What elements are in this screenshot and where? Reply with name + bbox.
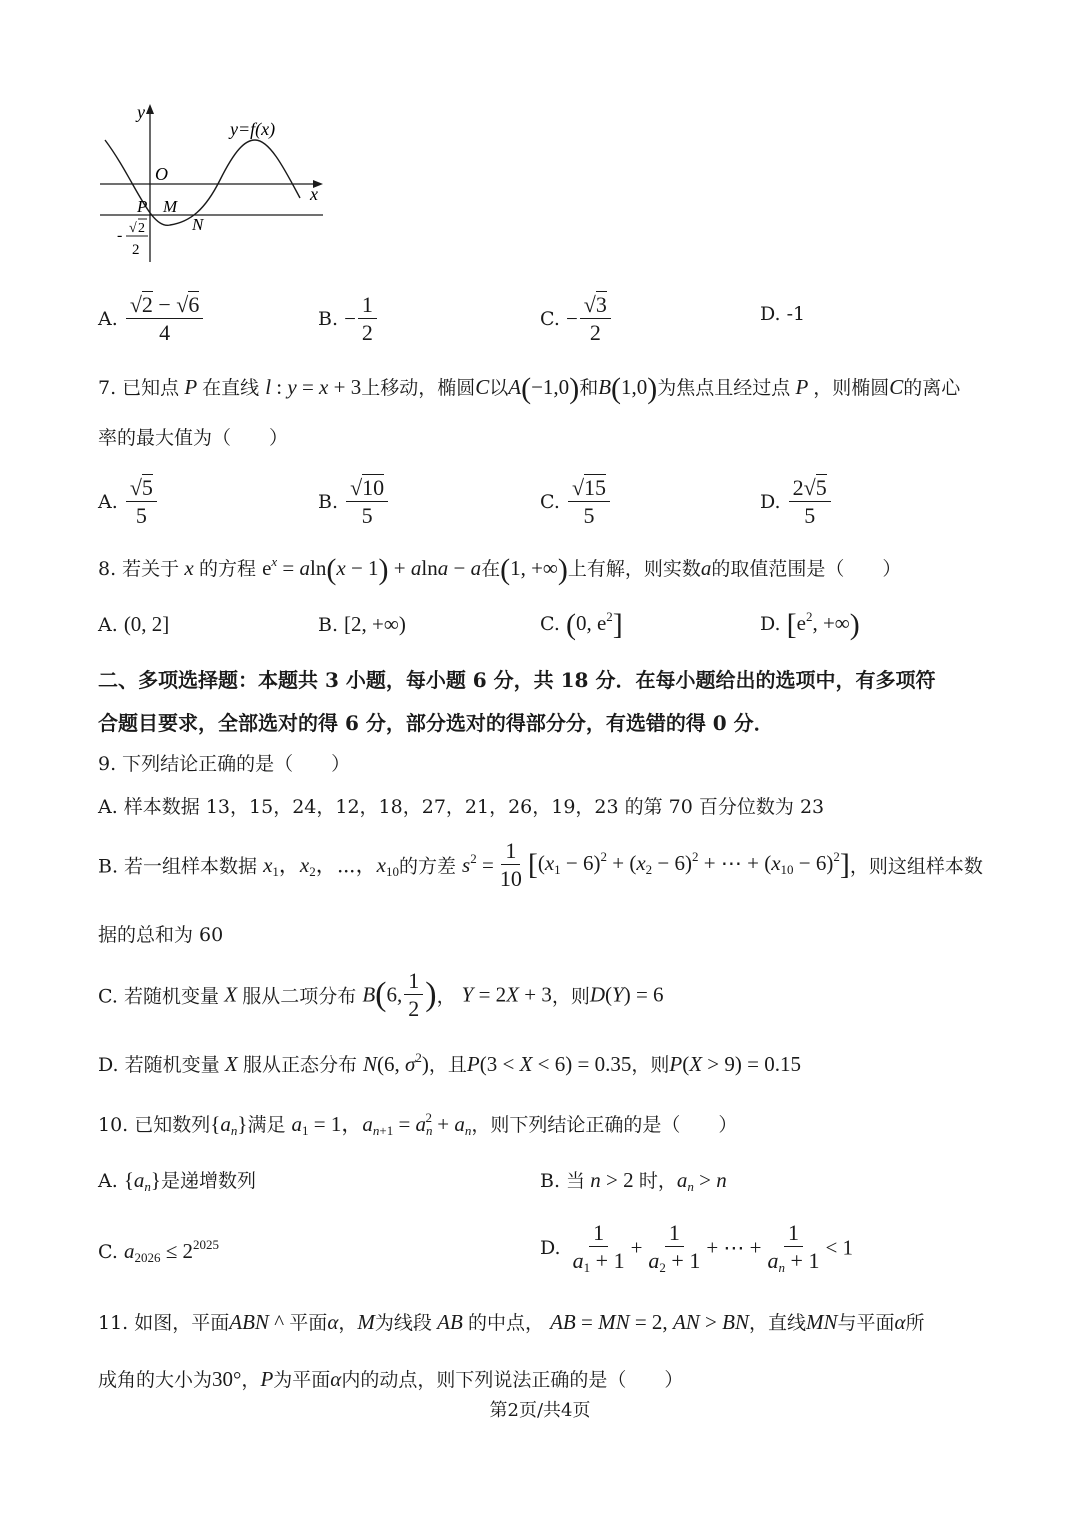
q6-option-b: B. − $\frac{1}{2}$ — [318, 292, 379, 346]
x-axis-label: x — [310, 184, 318, 204]
q10-option-d: D. $\frac{1}{a_1 + 1}$ + $\frac{1}{a_2 + 1}$ + ⋯ + $\frac{1}{a_n + 1}$ < 1 — [540, 1220, 854, 1276]
q7-option-a: A. $\frac{√5}{5}$ — [98, 475, 159, 529]
y-axis-label: y — [137, 102, 145, 122]
q10-stem: 10. 已知数列$\{a_n\}$满足 $a_1 = 1$，$a_{n+1} = a_n^2 + a_n$，则下列结论正确的是（ ） — [98, 1110, 738, 1138]
point-n-label: N — [192, 215, 204, 234]
q8-option-a: A. (0, 2] — [98, 612, 170, 636]
y-den-label: 2 — [132, 242, 140, 258]
q10-option-c: C. $a_{2026} \le 2^{2025}$ — [98, 1237, 219, 1265]
point-m-label: M — [163, 197, 178, 216]
q9-stem: 9. 下列结论正确的是（ ） — [98, 753, 351, 775]
q6-option-d: D. -1 — [760, 303, 806, 325]
q8-stem: 8. 若关于 x 的方程 $e^x = aln(x - 1) + alna - a$在(1, +∞)上有解，则实数a的取值范围是（ ） — [98, 553, 902, 586]
q9-option-b: B. 若一组样本数据 $x_1$，$x_2$，⋯，$x_{10}$的方差 $s^2$ = $\frac{1}{10}$ [$(x_1 - 6)^2 + (x_2 - 6)^2$ + ⋯ + $(x_{10} - 6)^2$]，则这组样本数 — [98, 838, 983, 892]
point-p-label: P — [137, 197, 148, 216]
y-minus-label: - — [117, 227, 123, 244]
q6-option-c: C. − $\frac{√3}{2}$ — [540, 292, 613, 346]
q10-option-a: A. $\{a_n\}$是递增数列 — [98, 1168, 257, 1194]
q7-stem-line1: 7. 已知点 P 在直线 l : y = x + 3上移动，椭圆C以A(−1,0)和B(1,0)为焦点且经过点 P ，则椭圆C的离心 — [98, 372, 961, 405]
section2-heading-line1: 二、多项选择题：本题共 3 小题，每小题 6 分，共 18 分．在每小题给出的选项中，有多项符 — [98, 668, 936, 692]
q7-option-d: D. $\frac{2√5}{5}$ — [760, 475, 833, 529]
q8-option-d: D. [$e^2$, +∞) — [760, 608, 860, 641]
y-axis-arrow — [146, 104, 154, 114]
q9-option-d: D. 若随机变量 X 服从正态分布 N(6, $\sigma^2$)，且P(3 < X < 6) = 0.35，则P(X > 9) = 0.15 — [98, 1050, 801, 1076]
section2-heading-line2: 合题目要求，全部选对的得 6 分，部分选对的得部分分，有选错的得 0 分． — [98, 711, 774, 735]
q10-option-b: B. 当 n > 2 时，$a_n > n$ — [540, 1168, 727, 1194]
q11-stem-line1: 11. 如图，平面ABN ^ 平面α，M为线段 AB 的中点， AB = MN = 2, AN > BN，直线MN与平面α所 — [98, 1310, 925, 1334]
function-graph — [95, 100, 335, 270]
q8-option-c: C. (0, $e^2$] — [540, 608, 623, 641]
q9-option-b-line2: 据的总和为 60 — [98, 924, 224, 946]
q8-option-b: B. [2, +∞) — [318, 612, 406, 636]
origin-label: O — [155, 164, 168, 184]
q7-stem-line2: 率的最大值为（ ） — [98, 427, 289, 449]
page-footer: 第2页/共4页 — [489, 1400, 591, 1421]
q9-option-c: C. 若随机变量 X 服从二项分布 B(6, $\frac{1}{2}$ )， Y = 2X + 3，则D(Y) = 6 — [98, 968, 664, 1022]
q6-option-a: A. $\frac{√2 - √6}{4}$ — [98, 292, 205, 346]
q11-stem-line2: 成角的大小为30°，P为平面α内的动点，则下列说法正确的是（ ） — [98, 1367, 684, 1391]
y-num-label: 2 — [138, 221, 145, 236]
sqrt-symbol: √ — [129, 221, 137, 236]
curve-label: y=f(x) — [230, 119, 276, 139]
sine-curve — [105, 140, 300, 225]
q7-option-b: B. $\frac{√10}{5}$ — [318, 475, 390, 529]
q9-option-a: A. 样本数据 13，15，24，12，18，27，21，26，19，23 的第 70 百分位数为 23 — [98, 796, 825, 818]
q7-option-c: C. $\frac{√15}{5}$ — [540, 475, 612, 529]
